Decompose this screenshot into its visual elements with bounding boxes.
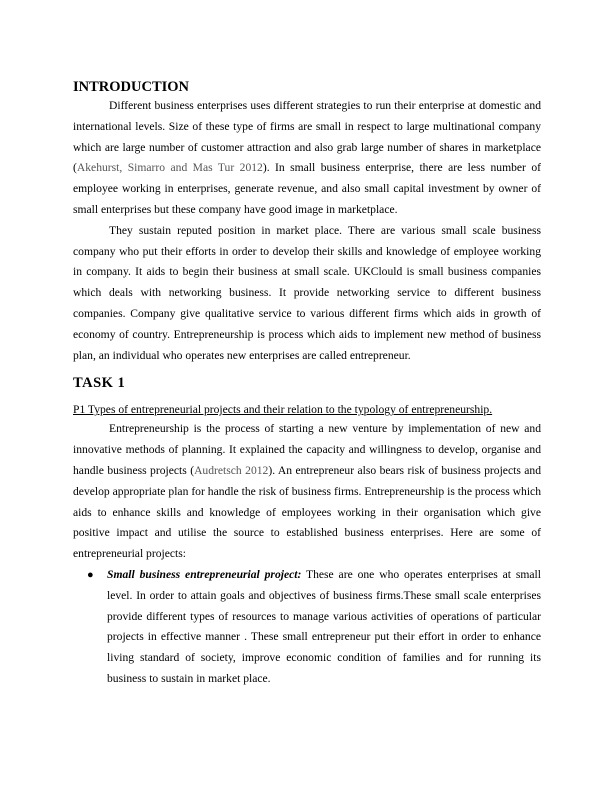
task1-p1-text-b: ). An entrepreneur also bears risk of business projects and develop appropriate plan for handle the risk of business firms. Entrepreneurship is the process which aids to enhance skills and knowledge of employees working in their organisation which give positive impact and utilise the source to established business enterprises. Here are some of entrepreneurial projects: <box>73 463 542 561</box>
list-item <box>73 565 541 690</box>
task1-heading: TASK 1 <box>73 375 126 392</box>
intro-citation: Akehurst, Simarro and Mas Tur 2012 <box>76 161 263 175</box>
introduction-heading: INTRODUCTION <box>73 79 190 95</box>
task1-citation: Audretsch 2012 <box>194 463 269 477</box>
task1-subheading: P1 Types of entrepreneurial projects and their relation to the typology of entrepreneurship. <box>73 403 493 417</box>
intro-p1-text-a: Different business enterprises uses different strategies to run their enterprise at domestic and international levels. Size of these type of firms are small in respect to large multinational company which are large number of customer attraction and also grab large number of shares in marketplace ( <box>73 99 541 175</box>
entrepreneurial-projects-list <box>73 565 541 690</box>
intro-p1-text-b: ). In small business enterprise, there are less number of employee working in enterprises, generate revenue, and also small capital investment by owner of small enterprises but these company have good image in marketplace. <box>73 161 542 216</box>
bullet-dot-icon: ● <box>87 568 94 581</box>
introduction-paragraph-1 <box>73 96 541 221</box>
introduction-paragraph-2: They sustain reputed position in market place. There are various small scale business company who put their efforts in order to develop their skills and knowledge of employee working in company. It aids to begin their business at small scale. UKClould is small business companies which deals with networking business. It provide networking service to different business companies. Company give qualitative service to various different firms which aids in growth of economy of country. Entrepreneurship is process which aids to implement new method of business plan, an individual who operates new enterprises are called entrepreneur. <box>73 223 541 362</box>
task1-paragraph-1 <box>73 419 541 565</box>
bullet-text: These are one who operates enterprises at small level. In order to attain goals and objectives of business firms.These small scale enterprises provide different types of resources to manage various activities of operations of particular projects in effective manner . These small entrepreneur put their effort in order to enhance living standard of society, improve economic condition of families and for running its business to sustain in market place. <box>107 567 541 685</box>
document-page <box>73 74 541 690</box>
bullet-title: Small business entrepreneurial project: <box>107 567 302 581</box>
task1-p1-text-a: Entrepreneurship is the process of starting a new venture by implementation of new and innovative methods of planning. It explained the capacity and willingness to develop, organise and handle business projects ( <box>73 422 541 477</box>
